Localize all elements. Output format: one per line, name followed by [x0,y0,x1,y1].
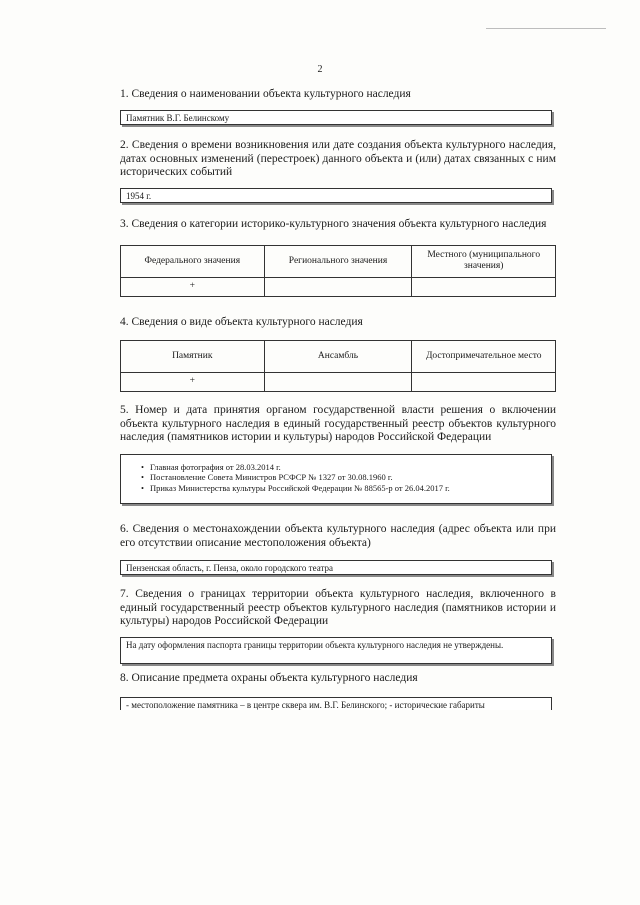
type-header-row [121,340,556,372]
category-mark-regional [264,277,412,296]
section-7-boundaries [120,588,556,664]
type-table [120,340,556,392]
type-col-ensemble: Ансамбль [264,340,412,372]
section-4-type [120,316,556,392]
boundaries-value: На дату оформления паспорта границы территории объекта культурного наследия не утверждены. [126,639,504,650]
section-5-heading: 5. Номер и дата принятия органом государственной власти решения о включении объекта культурного наследия в единый государственный реестр объектов культурного наследия (памятников истории и культуры) народов Российской Федерации [120,404,556,443]
section-2-value-box [120,188,552,203]
registry-decisions-list [126,462,546,494]
category-col-regional: Регионального значения [264,245,412,277]
type-mark-monument: + [121,372,265,391]
category-col-federal: Федерального значения [121,245,265,277]
category-mark-federal: + [121,277,265,296]
section-2-dates [120,139,556,203]
section-7-heading: 7. Сведения о границах территории объекта культурного наследия, включенного в единый государственный реестр объектов культурного наследия (памятников истории и культуры) народов Российской Федерации [120,588,556,627]
scan-artifact-line [486,28,606,29]
list-item: • Главная фотография от 28.03.2014 г. [150,462,546,473]
location-value: Пензенская область, г. Пенза, около городского театра [126,563,333,573]
section-6-value-box [120,560,552,575]
protection-subject-value: - местоположение памятника – в центре сквера им. В.Г. Белинского; - исторические габариты [126,699,485,710]
type-col-monument: Памятник [121,340,265,372]
section-2-heading: 2. Сведения о времени возникновения или дате создания объекта культурного наследия, датах основных изменений (перестроек) данного объекта и (или) датах связанных с ним исторических событий [120,139,556,178]
section-3-heading: 3. Сведения о категории историко-культурного значения объекта культурного наследия [120,218,547,230]
type-mark-ensemble [264,372,412,391]
section-6-heading: 6. Сведения о местонахождении объекта культурного наследия (адрес объекта или при его отсутствии описание местоположения объекта) [120,523,556,549]
section-7-value-box [120,637,552,664]
category-mark-local [412,277,556,296]
section-1-name [120,88,556,125]
category-table [120,245,556,297]
section-4-heading: 4. Сведения о виде объекта культурного наследия [120,316,363,328]
section-3-category [120,218,556,297]
section-5-registry [120,404,556,504]
object-name-value: Памятник В.Г. Белинскому [126,112,230,123]
list-item: • Постановление Совета Министров РСФСР № 1327 от 30.08.1960 г. [150,472,546,483]
category-header-row [121,245,556,277]
type-mark-row [121,372,556,391]
list-item: • Приказ Министерства культуры Российской Федерации № 88565-р от 26.04.2017 г. [150,483,546,494]
category-mark-row [121,277,556,296]
section-5-value-box [120,454,552,504]
type-mark-landmark [412,372,556,391]
type-col-landmark: Достопримечательное место [412,340,556,372]
section-8-protection [120,672,556,710]
section-8-value-box [120,697,552,710]
section-1-value-box [120,110,552,125]
section-6-location [120,523,556,575]
creation-date-value: 1954 г. [126,190,152,201]
category-col-local: Местного (муниципального значения) [412,245,556,277]
section-1-heading: 1. Сведения о наименовании объекта культурного наследия [120,88,411,100]
section-8-heading: 8. Описание предмета охраны объекта культурного наследия [120,672,418,684]
page-number: 2 [317,64,323,75]
